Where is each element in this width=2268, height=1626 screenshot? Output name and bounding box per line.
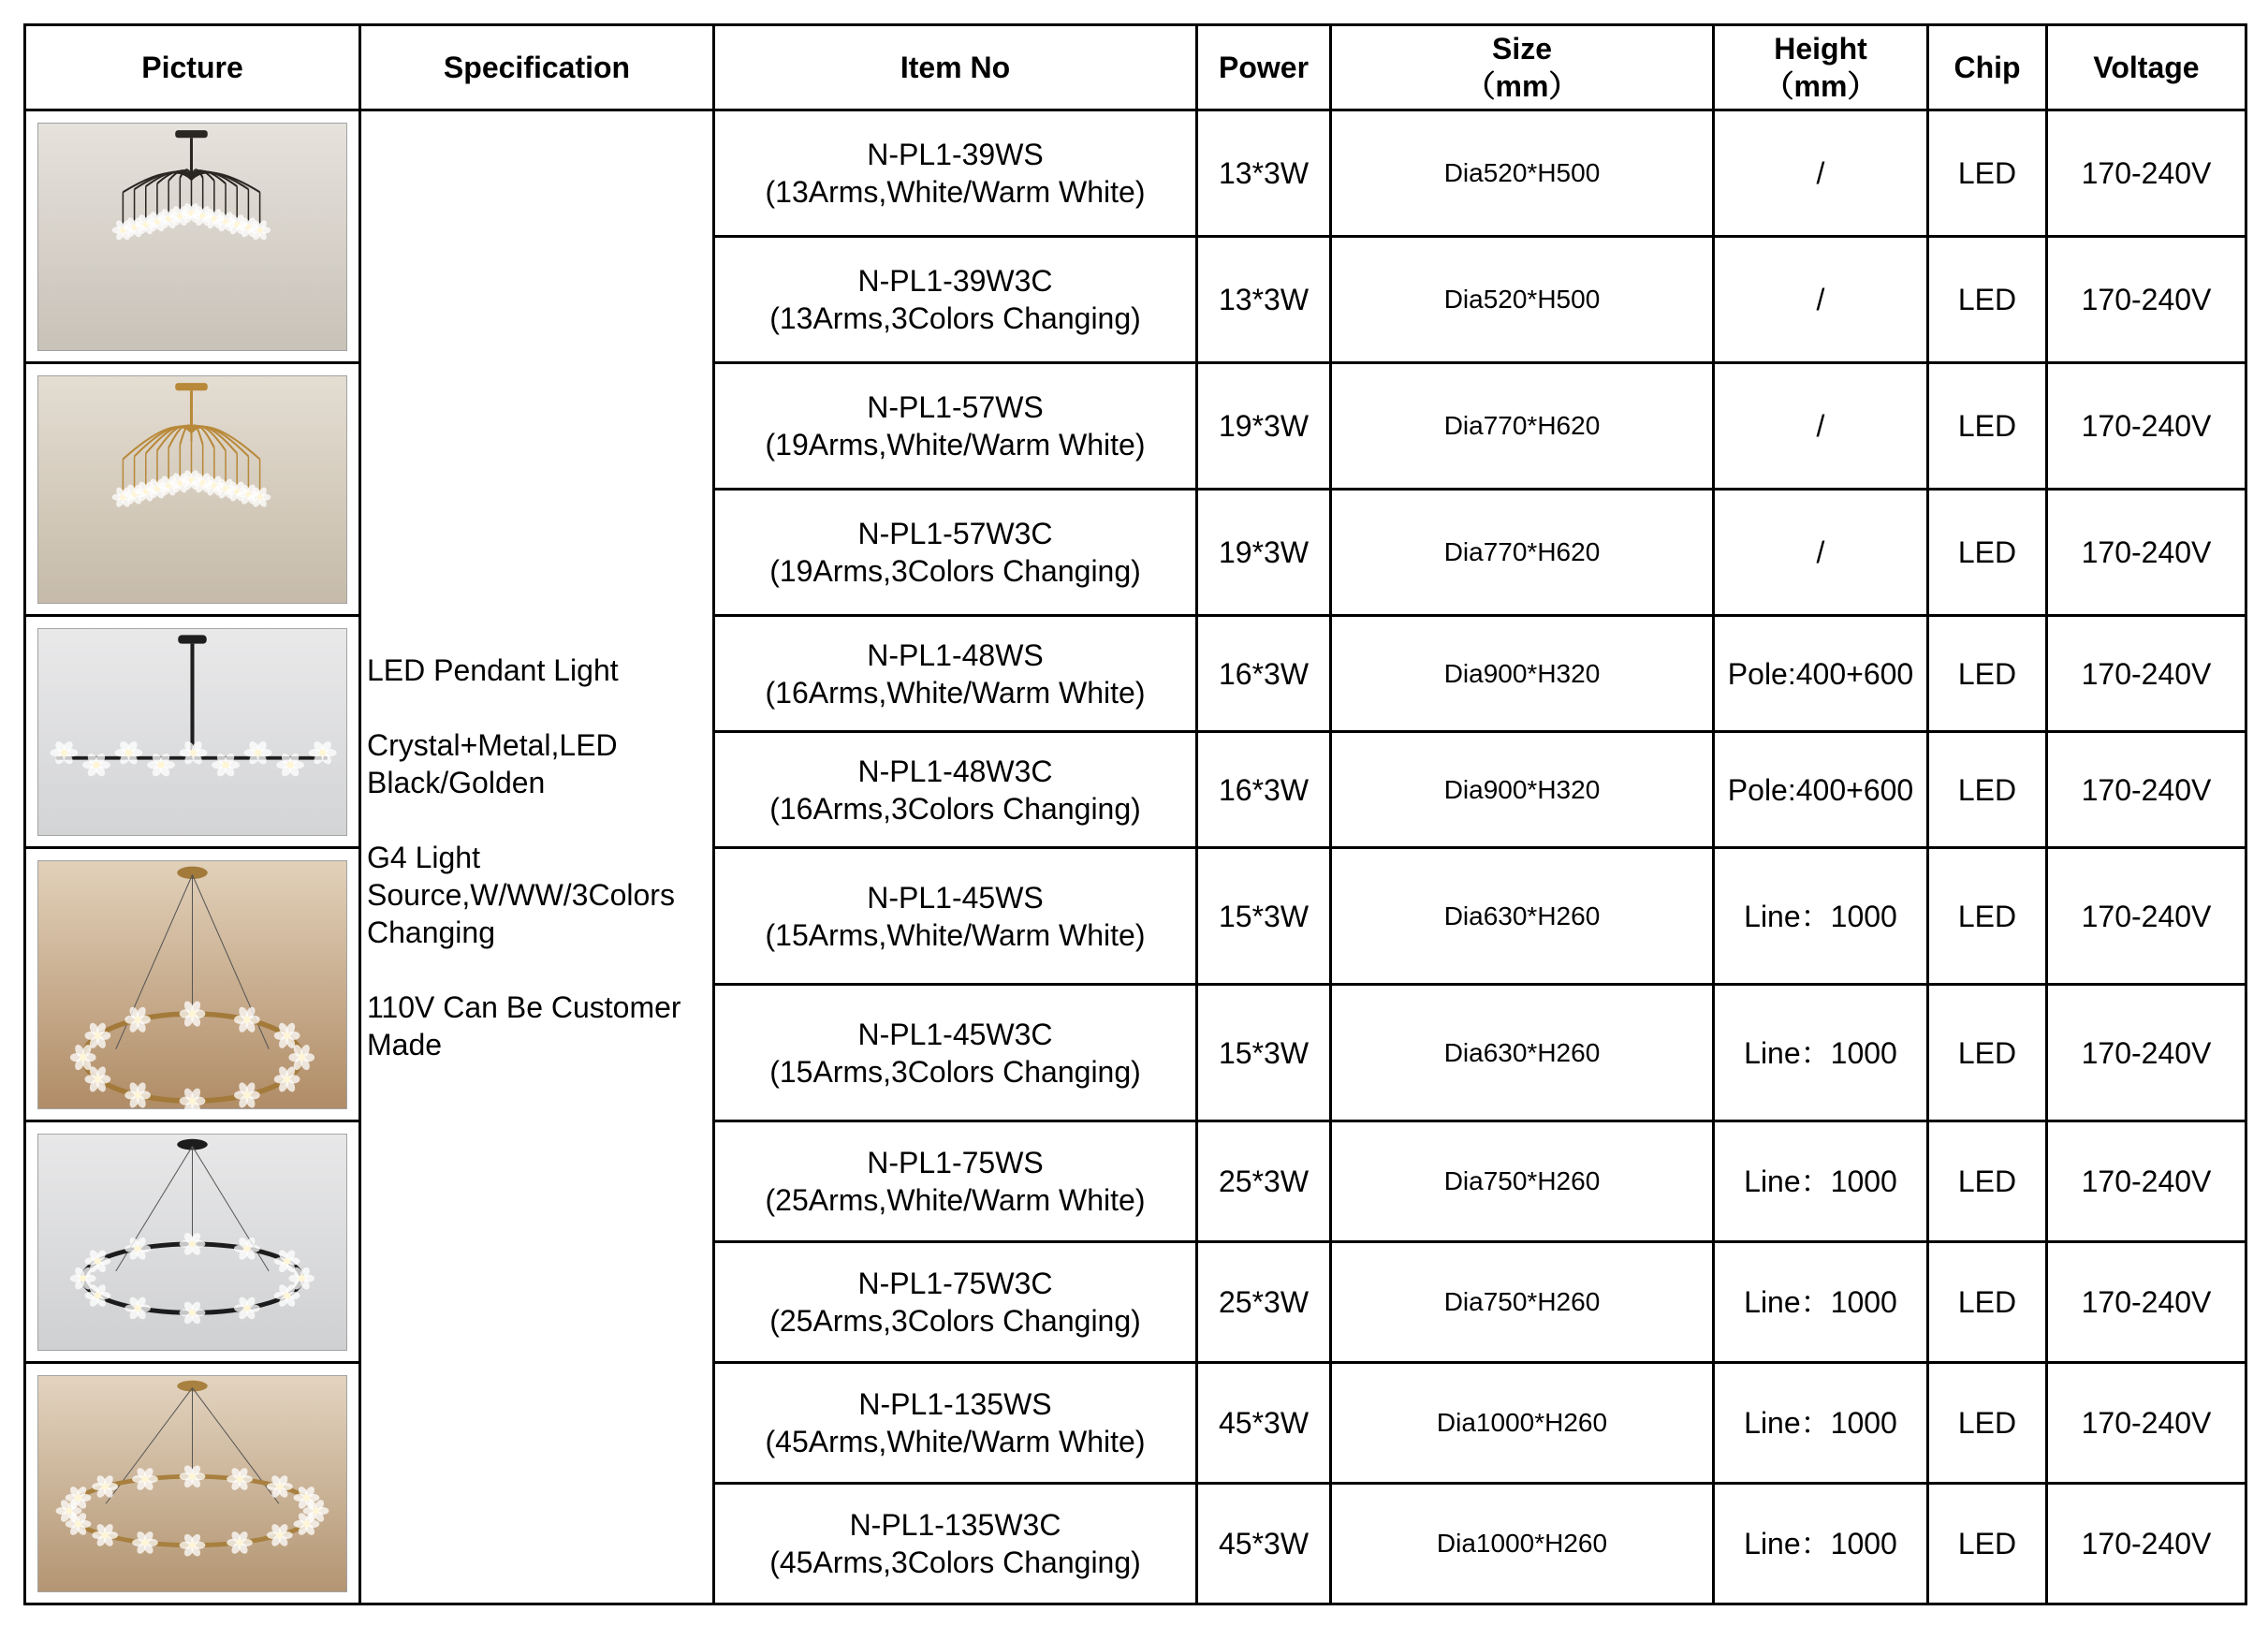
voltage-cell: 170-240V [2047,848,2246,985]
item-desc: (45Arms,3Colors Changing) [769,1545,1141,1579]
item-no-cell [714,490,1197,616]
size-cell: Dia750*H260 [1331,1242,1714,1363]
power-cell: 25*3W [1197,1121,1331,1242]
height-cell: / [1714,363,1928,490]
height-cell: / [1714,490,1928,616]
table-row [25,363,2246,490]
item-desc: (16Arms,3Colors Changing) [769,791,1141,826]
chip-cell: LED [1928,848,2047,985]
item-no-cell [714,616,1197,732]
size-cell: Dia1000*H260 [1331,1363,1714,1484]
voltage-cell: 170-240V [2047,363,2246,490]
product-table [23,23,2247,1605]
chip-cell: LED [1928,732,2047,848]
header-power: Power [1197,25,1331,110]
size-cell: Dia900*H320 [1331,732,1714,848]
size-cell: Dia630*H260 [1331,985,1714,1121]
chip-cell: LED [1928,1242,2047,1363]
voltage-cell: 170-240V [2047,1484,2246,1604]
item-no: N-PL1-48WS [867,637,1044,672]
picture-cell [25,1121,360,1363]
item-no-cell [714,848,1197,985]
item-desc: (45Arms,White/Warm White) [765,1425,1146,1458]
height-cell: / [1714,237,1928,363]
table-row [25,110,2246,237]
power-cell: 16*3W [1197,732,1331,848]
chip-cell: LED [1928,985,2047,1121]
size-cell: Dia520*H500 [1331,237,1714,363]
item-desc: (19Arms,3Colors Changing) [769,554,1141,588]
black-linear-chandelier-photo [37,628,347,836]
chip-cell: LED [1928,363,2047,490]
height-cell: Line：1000 [1714,1242,1928,1363]
item-no-cell [714,1363,1197,1484]
header-picture: Picture [25,25,360,110]
black-ring-chandelier-photo [37,1134,347,1351]
power-cell: 19*3W [1197,363,1331,490]
chip-cell: LED [1928,1121,2047,1242]
header-size-title: Size [1491,32,1553,66]
item-no: N-PL1-57WS [867,390,1044,424]
height-cell: Line：1000 [1714,1363,1928,1484]
size-cell: Dia1000*H260 [1331,1484,1714,1604]
item-desc: (25Arms,3Colors Changing) [769,1304,1141,1338]
spec-line4: 110V Can Be Customer Made [367,989,681,1062]
item-no: N-PL1-39W3C [857,264,1053,298]
voltage-cell: 170-240V [2047,490,2246,616]
item-no-cell [714,1242,1197,1363]
size-cell: Dia520*H500 [1331,110,1714,237]
item-no: N-PL1-48W3C [857,754,1053,788]
voltage-cell: 170-240V [2047,1242,2246,1363]
height-cell: / [1714,110,1928,237]
power-cell: 16*3W [1197,616,1331,732]
picture-cell [25,110,360,363]
power-cell: 15*3W [1197,848,1331,985]
item-no: N-PL1-45WS [867,880,1044,915]
power-cell: 19*3W [1197,490,1331,616]
power-cell: 13*3W [1197,237,1331,363]
item-no: N-PL1-75WS [867,1146,1044,1179]
height-cell: Pole:400+600 [1714,732,1928,848]
spec-line1: LED Pendant Light [367,652,619,687]
size-cell: Dia770*H620 [1331,363,1714,490]
voltage-cell: 170-240V [2047,1363,2246,1484]
size-cell: Dia750*H260 [1331,1121,1714,1242]
header-height [1714,25,1928,110]
gold-ring-chandelier-photo [37,860,347,1109]
power-cell: 25*3W [1197,1242,1331,1363]
product-spec-sheet [23,23,2245,1604]
item-no: N-PL1-75W3C [857,1267,1053,1300]
voltage-cell: 170-240V [2047,1121,2246,1242]
table-row [25,848,2246,985]
picture-cell [25,1363,360,1604]
black-dandelion-chandelier-photo [37,123,347,351]
voltage-cell: 170-240V [2047,985,2246,1121]
size-cell: Dia900*H320 [1331,616,1714,732]
item-no: N-PL1-135W3C [849,1508,1061,1542]
item-desc: (13Arms,3Colors Changing) [769,301,1141,335]
item-no-cell [714,1121,1197,1242]
specification-cell [360,110,714,1604]
gold-large-ring-chandelier-photo [37,1375,347,1592]
item-no: N-PL1-57W3C [857,517,1053,550]
chip-cell: LED [1928,1363,2047,1484]
item-no-cell [714,237,1197,363]
header-specification: Specification [360,25,714,110]
chip-cell: LED [1928,1484,2047,1604]
chip-cell: LED [1928,490,2047,616]
power-cell: 45*3W [1197,1363,1331,1484]
table-row [25,1121,2246,1242]
spec-line2: Crystal+Metal,LED Black/Golden [367,727,618,799]
spec-line3: G4 Light Source,W/WW/3Colors Changing [367,840,675,949]
item-no: N-PL1-45W3C [857,1017,1053,1051]
item-no: N-PL1-39WS [867,138,1044,171]
item-desc: (13Arms,White/Warm White) [765,175,1146,209]
picture-cell [25,616,360,848]
chip-cell: LED [1928,110,2047,237]
item-no-cell [714,1484,1197,1604]
item-desc: (25Arms,White/Warm White) [765,1183,1146,1217]
item-no-cell [714,110,1197,237]
header-size [1331,25,1714,110]
height-cell: Line：1000 [1714,1484,1928,1604]
gold-dandelion-chandelier-photo [37,375,347,604]
picture-cell [25,848,360,1121]
header-voltage: Voltage [2047,25,2246,110]
voltage-cell: 170-240V [2047,732,2246,848]
item-no-cell [714,732,1197,848]
table-row [25,1363,2246,1484]
height-cell: Line：1000 [1714,985,1928,1121]
item-desc: (15Arms,3Colors Changing) [769,1054,1141,1089]
voltage-cell: 170-240V [2047,237,2246,363]
height-cell: Line：1000 [1714,848,1928,985]
header-chip: Chip [1928,25,2047,110]
item-desc: (15Arms,White/Warm White) [765,917,1146,952]
voltage-cell: 170-240V [2047,616,2246,732]
chip-cell: LED [1928,616,2047,732]
item-no: N-PL1-135WS [858,1387,1052,1421]
power-cell: 45*3W [1197,1484,1331,1604]
height-cell: Pole:400+600 [1714,616,1928,732]
header-size-unit: （mm） [1465,69,1579,103]
item-desc: (16Arms,White/Warm White) [765,675,1146,710]
voltage-cell: 170-240V [2047,110,2246,237]
header-row [25,25,2246,110]
header-item-no: Item No [714,25,1197,110]
power-cell: 15*3W [1197,985,1331,1121]
size-cell: Dia630*H260 [1331,848,1714,985]
item-no-cell [714,985,1197,1121]
table-row [25,616,2246,732]
chip-cell: LED [1928,237,2047,363]
height-cell: Line：1000 [1714,1121,1928,1242]
item-desc: (19Arms,White/Warm White) [765,428,1146,461]
picture-cell [25,363,360,616]
power-cell: 13*3W [1197,110,1331,237]
header-height-unit: （mm） [1763,69,1878,103]
size-cell: Dia770*H620 [1331,490,1714,616]
item-no-cell [714,363,1197,490]
header-height-title: Height [1774,32,1867,66]
